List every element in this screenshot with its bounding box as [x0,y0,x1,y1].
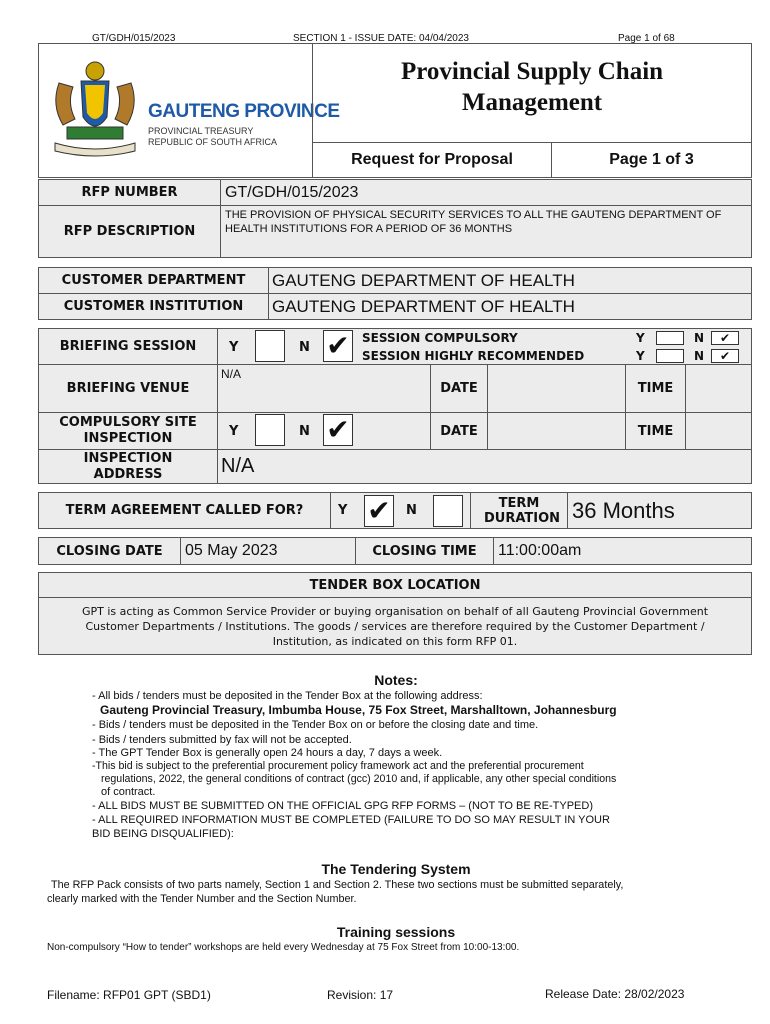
customer-institution-label: CUSTOMER INSTITUTION [38,293,269,320]
compulsory-n-checkbox[interactable]: ✔ [711,331,739,345]
note-5c: of contract. [101,786,156,798]
compulsory-n-label: N [694,331,705,345]
term-n-checkbox[interactable] [433,495,463,527]
site-time-label: TIME [625,412,686,450]
term-duration-text: TERM DURATION [484,495,561,526]
rfp-description-text: THE PROVISION OF PHYSICAL SECURITY SERVICES TO ALL THE GAUTENG DEPARTMENT OF HEALTH INSTITUTIONS FOR A PERIOD OF 36 MONTHS [225,209,722,235]
customer-institution-value: GAUTENG DEPARTMENT OF HEALTH [268,293,752,320]
footer-filename: Filename: RFP01 GPT (SBD1) [47,988,211,1002]
logo-name: GAUTENG PROVINCE [148,101,340,122]
compulsory-y-checkbox[interactable] [656,331,684,345]
header-ref: GT/GDH/015/2023 [92,33,176,44]
doc-type: Request for Proposal [312,142,552,178]
rfp-description-value [220,205,752,258]
closing-time-label: CLOSING TIME [355,537,494,565]
title-line2: Management [461,89,603,116]
rfp-number-label: RFP NUMBER [38,179,221,206]
briefing-date-label: DATE [430,364,488,413]
site-spacer [217,412,431,450]
briefing-venue-label: BRIEFING VENUE [38,364,218,413]
briefing-time-value[interactable] [685,364,752,413]
briefing-y-label: Y [229,340,239,355]
title-line1: Provincial Supply Chain [400,58,664,85]
briefing-session-label: BRIEFING SESSION [38,328,218,365]
training-title: Training sessions [336,924,456,940]
note-7b: BID BEING DISQUALIFIED): [92,828,234,840]
note-4: - The GPT Tender Box is generally open 24 hours a day, 7 days a week. [92,747,443,759]
tender-box-text: GPT is acting as Common Service Provider or buying organisation on behalf of all Gauteng Provincial Government Customer Departments / Institutions. The goods / services are therefore required by the Customer Department / Institution, as indicated on this form RFP 01. [81,605,709,648]
term-y-label: Y [338,503,348,518]
inspection-address-text: INSPECTION ADDRESS [83,450,173,482]
inspection-address-value: N/A [217,449,752,484]
header-section: SECTION 1 - ISSUE DATE: 04/04/2023 [293,33,469,44]
briefing-y-checkbox[interactable] [255,330,285,362]
recommended-y-label: Y [636,349,645,363]
note-2: - Bids / tenders must be deposited in the Tender Box on or before the closing date and time. [92,719,539,731]
site-inspection-text: COMPULSORY SITE INSPECTION [59,415,197,446]
closing-date-value: 05 May 2023 [180,537,356,565]
compulsory-y-label: Y [636,331,645,345]
title-page: Page 1 of 3 [551,142,752,178]
tender-box-body [38,597,752,655]
customer-department-label: CUSTOMER DEPARTMENT [38,267,269,294]
closing-date-label: CLOSING DATE [38,537,181,565]
logo-line1: PROVINCIAL TREASURY [148,126,254,136]
term-duration-value: 36 Months [567,492,752,529]
notes-title: Notes: [374,672,418,688]
coat-of-arms-icon [45,55,145,160]
tendering-title: The Tendering System [321,861,471,877]
note-address: Gauteng Provincial Treasury, Imbumba House, 75 Fox Street, Marshalltown, Johannesburg [100,703,617,717]
briefing-n-label: N [299,340,310,355]
note-1: - All bids / tenders must be deposited in the Tender Box at the following address: [92,690,483,702]
note-6: - ALL BIDS MUST BE SUBMITTED ON THE OFFICIAL GPG RFP FORMS – (NOT TO BE RE-TYPED) [92,800,593,812]
briefing-date-value[interactable] [487,364,626,413]
note-5b: regulations, 2022, the general conditions of contract (gcc) 2010 and, if applicable, any other special conditions [101,773,617,785]
rfp-number-value: GT/GDH/015/2023 [220,179,752,206]
session-compulsory-label: SESSION COMPULSORY [362,331,518,345]
briefing-time-label: TIME [625,364,686,413]
note-5a: -This bid is subject to the preferential procurement policy framework act and the preferential procurement [92,760,584,772]
footer-release: Release Date: 28/02/2023 [545,987,685,1001]
recommended-n-label: N [694,349,705,363]
site-inspection-label [38,412,218,450]
header-page: Page 1 of 68 [618,33,675,44]
logo-line2: REPUBLIC OF SOUTH AFRICA [148,137,278,147]
tendering-line1: The RFP Pack consists of two parts namely, Section 1 and Section 2. These two sections must be submitted separately, [51,879,624,891]
briefing-venue-value-cell [217,364,431,413]
term-y-checkbox[interactable]: ✔ [364,495,394,527]
inspection-address-label [38,449,218,484]
note-7a: - ALL REQUIRED INFORMATION MUST BE COMPLETED (FAILURE TO DO SO MAY RESULT IN YOUR [92,814,610,826]
site-date-label: DATE [430,412,488,450]
site-n-label: N [299,424,310,439]
briefing-n-checkbox[interactable]: ✔ [323,330,353,362]
tender-box-title: TENDER BOX LOCATION [38,572,752,598]
briefing-venue-value: N/A [221,367,242,381]
site-date-value[interactable] [487,412,626,450]
note-3: - Bids / tenders submitted by fax will not be accepted. [92,734,352,746]
term-n-label: N [406,503,417,518]
recommended-n-checkbox[interactable]: ✔ [711,349,739,363]
term-agreement-label: TERM AGREEMENT CALLED FOR? [38,492,331,529]
term-duration-label [470,492,568,529]
site-y-label: Y [229,424,239,439]
rfp-description-label: RFP DESCRIPTION [38,205,221,258]
tendering-line2: clearly marked with the Tender Number and the Section Number. [47,893,357,905]
customer-department-value: GAUTENG DEPARTMENT OF HEALTH [268,267,752,294]
closing-time-value: 11:00:00am [493,537,752,565]
site-n-checkbox[interactable]: ✔ [323,414,353,446]
footer-revision: Revision: 17 [327,988,394,1002]
site-time-value[interactable] [685,412,752,450]
session-recommended-label: SESSION HIGHLY RECOMMENDED [362,349,585,363]
recommended-y-checkbox[interactable] [656,349,684,363]
training-text: Non-compulsory “How to tender” workshops are held every Wednesday at 75 Fox Street from 10:00-13:00. [47,942,520,953]
